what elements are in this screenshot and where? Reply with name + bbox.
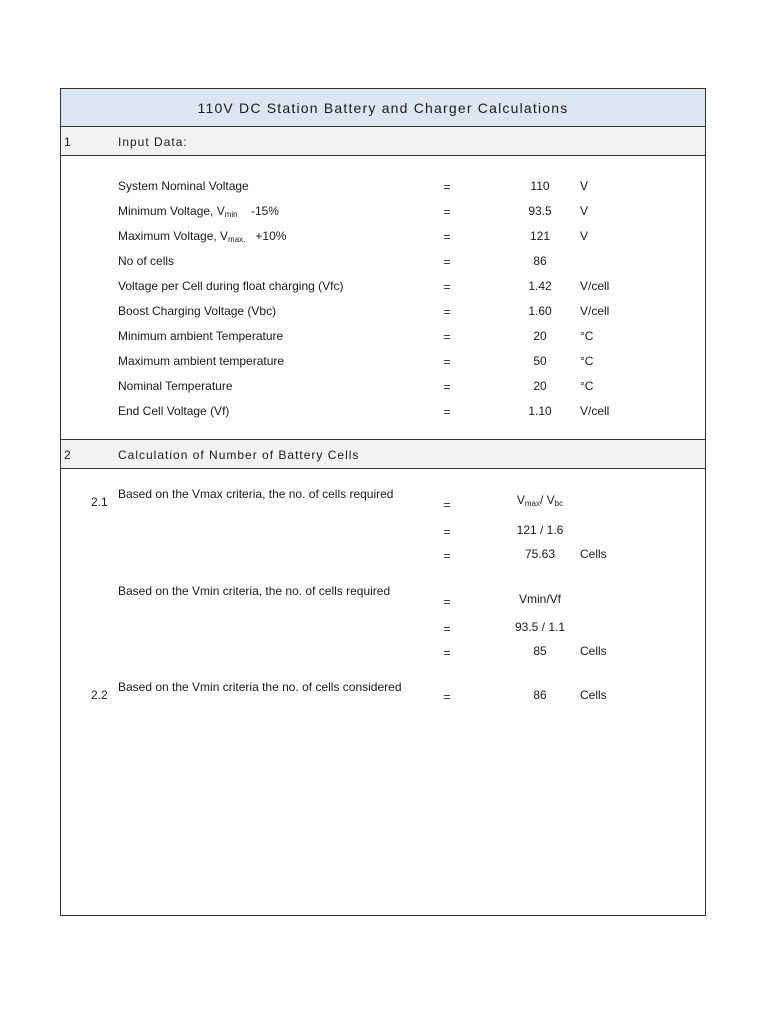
param-unit: V xyxy=(580,179,589,193)
equals-sign: = xyxy=(443,305,451,319)
section-header-input-data xyxy=(61,126,705,156)
param-unit: °C xyxy=(580,379,594,393)
equals-sign: = xyxy=(443,330,451,344)
equals-sign: = xyxy=(443,549,451,563)
param-label: No of cells xyxy=(118,254,175,268)
param-value: 20 xyxy=(533,379,547,393)
section-header-number-of-cells xyxy=(61,439,705,469)
param-unit: V/cell xyxy=(580,404,610,418)
vmin-result: 85 xyxy=(533,644,547,658)
vmax-result: 75.63 xyxy=(524,547,556,561)
param-label: Boost Charging Voltage (Vbc) xyxy=(118,304,277,318)
param-value: 1.60 xyxy=(528,304,552,318)
vmin-criteria-text: Based on the Vmin criteria, the no. of cells required xyxy=(118,584,391,598)
equals-sign: = xyxy=(443,380,451,394)
considered-cells-text: Based on the Vmin criteria the no. of cells considered xyxy=(118,680,402,694)
param-value: 93.5 xyxy=(528,204,552,218)
considered-cells-unit: Cells xyxy=(580,688,607,702)
section-label: Input Data: xyxy=(118,135,188,149)
equals-sign: = xyxy=(443,180,451,194)
equals-sign: = xyxy=(443,595,451,609)
param-label: Minimum Voltage, $V_{min}$ -15% xyxy=(118,204,279,219)
equals-sign: = xyxy=(443,525,451,539)
param-unit: °C xyxy=(580,329,594,343)
equals-sign: = xyxy=(443,498,451,512)
vmin-formula: Vmin/Vf xyxy=(518,592,561,606)
param-value: 110 xyxy=(530,179,550,193)
equals-sign: = xyxy=(443,230,451,244)
equals-sign: = xyxy=(443,405,451,419)
param-value: 86 xyxy=(533,254,547,268)
param-unit: V/cell xyxy=(580,304,610,318)
equals-sign: = xyxy=(443,280,451,294)
param-value: 50 xyxy=(533,354,547,368)
section-label: Calculation of Number of Battery Cells xyxy=(118,448,360,462)
section-number: 1 xyxy=(64,135,71,149)
equals-sign: = xyxy=(443,690,451,704)
equals-sign: = xyxy=(443,646,451,660)
considered-cells-result: 86 xyxy=(533,688,547,702)
sheet-title: 110V DC Station Battery and Charger Calculations xyxy=(61,89,705,127)
param-label: Nominal Temperature xyxy=(118,379,233,393)
vmax-criteria-text: Based on the Vmax criteria, the no. of cells required xyxy=(118,487,394,501)
param-value: 20 xyxy=(533,329,547,343)
param-label: Minimum ambient Temperature xyxy=(118,329,284,343)
equals-sign: = xyxy=(443,622,451,636)
param-value: 1.10 xyxy=(528,404,552,418)
param-unit: V xyxy=(580,204,589,218)
param-unit: V xyxy=(580,229,589,243)
equals-sign: = xyxy=(443,255,451,269)
param-label: System Nominal Voltage xyxy=(118,179,249,193)
item-number: 2.1 xyxy=(91,495,108,509)
param-value: 1.42 xyxy=(528,279,552,293)
param-label: End Cell Voltage (Vf) xyxy=(118,404,230,418)
vmax-result-unit: Cells xyxy=(580,547,607,561)
param-value: 121 xyxy=(529,229,551,243)
param-label: Voltage per Cell during float charging (Vfc) xyxy=(118,279,344,293)
param-unit: V/cell xyxy=(580,279,610,293)
equals-sign: = xyxy=(443,205,451,219)
param-label: Maximum ambient temperature xyxy=(118,354,285,368)
param-unit: °C xyxy=(580,354,594,368)
param-label: Maximum Voltage, $V_{max.}$ +10% xyxy=(118,229,287,244)
vmax-step: 121 / 1.6 xyxy=(516,523,564,537)
calculation-sheet xyxy=(60,88,706,916)
item-number: 2.2 xyxy=(91,688,108,702)
vmin-result-unit: Cells xyxy=(580,644,607,658)
vmin-step: 93.5 / 1.1 xyxy=(514,620,566,634)
equals-sign: = xyxy=(443,355,451,369)
section-number: 2 xyxy=(64,448,71,462)
vmax-formula: $V_{max}/$ $V_{bc}$ xyxy=(516,493,564,508)
